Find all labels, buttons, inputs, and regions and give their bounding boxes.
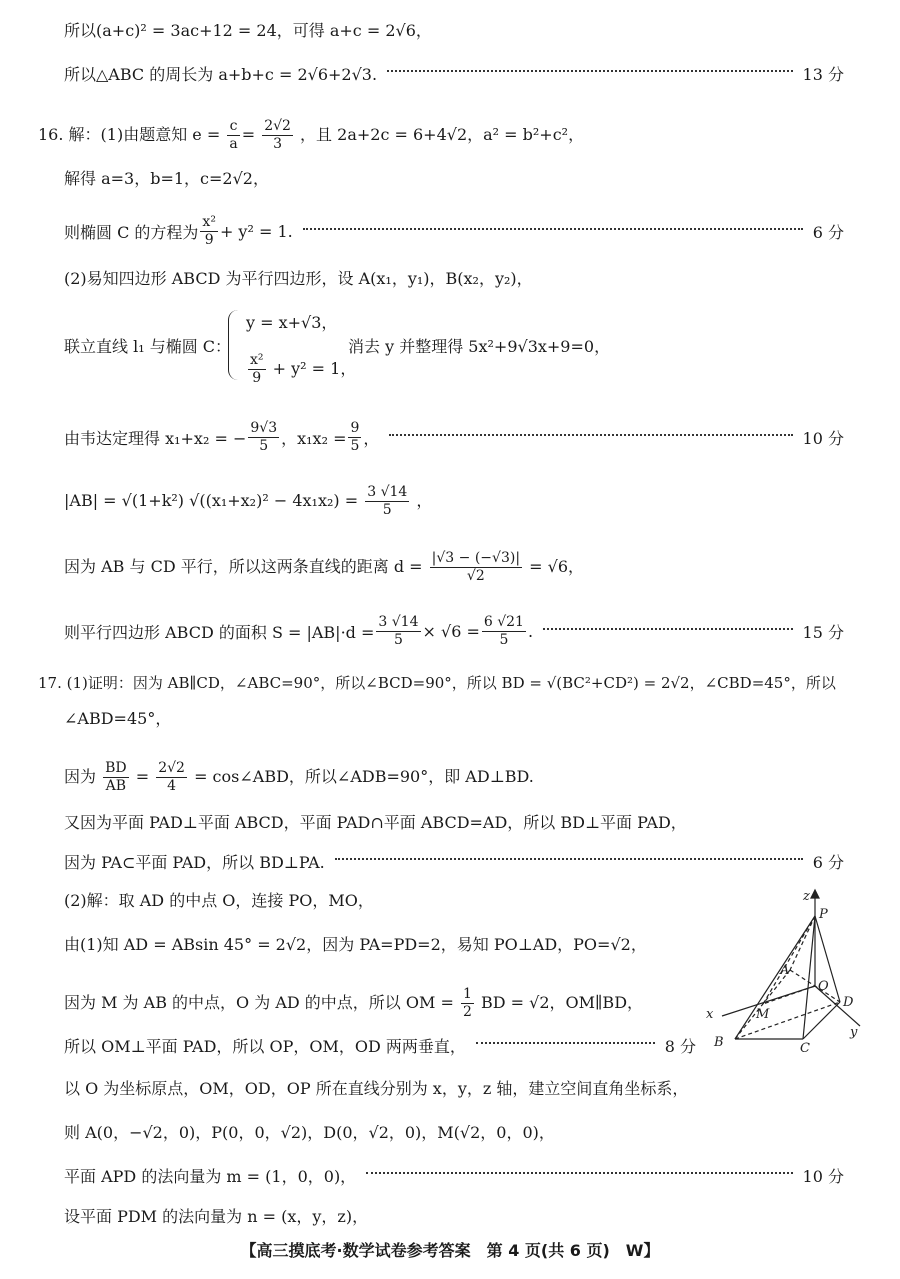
fraction [376, 614, 420, 649]
denominator: AB [105, 778, 127, 794]
score-label: 15 分 [802, 623, 844, 642]
denominator: 3 [273, 136, 283, 152]
dotted-leader [387, 70, 792, 72]
solution-text: 联立直线 l₁ 与椭圆 C： [64, 337, 232, 356]
solution-text: 平面 APD 的法向量为 m = (1，0，0)， [64, 1167, 357, 1186]
dotted-leader [335, 858, 803, 860]
label-p: P [819, 907, 828, 922]
solution-text: . [527, 622, 534, 641]
numerator: 2√2 [264, 118, 291, 134]
edge-pb [735, 916, 815, 1039]
solution-line: 又因为平面 PAD⊥平面 ABCD，平面 PAD∩平面 ABCD=AD，所以 BD⊥平面 PAD， [64, 813, 687, 832]
solution-text: + y² = 1. [219, 222, 293, 241]
solution-line: 以 O 为坐标原点，OM，OD，OP 所在直线分别为 x，y，z 轴，建立空间直角坐标系， [64, 1079, 689, 1098]
score-line [64, 1034, 696, 1057]
fraction [248, 352, 266, 387]
dotted-leader [476, 1042, 655, 1044]
solution-text: 因为 M 为 AB 的中点，O 为 AD 的中点，所以 OM = [64, 993, 454, 1012]
solution-line: 由(1)知 AD = ABsin 45° = 2√2，因为 PA=PD=2，易知 PO⊥AD，PO=√2， [64, 935, 647, 954]
fraction [227, 118, 239, 153]
dotted-leader [389, 434, 792, 436]
denominator: 9 [204, 232, 214, 248]
solution-text: ， [416, 491, 433, 510]
edge-pa [790, 916, 815, 970]
label-d: D [843, 995, 854, 1010]
fraction [430, 550, 522, 585]
solution-text: 所以 OM⊥平面 PAD，所以 OP，OM，OD 两两垂直， [64, 1037, 466, 1056]
pyramid-figure [700, 886, 870, 1056]
solution-line: 解得 a=3，b=1，c=2√2， [64, 169, 269, 188]
solution-line: ∠ABD=45°， [64, 709, 172, 728]
score-label: 13 分 [802, 65, 844, 84]
z-arrow [811, 890, 819, 898]
score-line [64, 62, 844, 85]
solution-text: 则椭圆 C 的方程为 [64, 223, 199, 242]
numerator: 1 [462, 986, 472, 1002]
denominator: 5 [393, 632, 403, 648]
fraction [365, 484, 409, 519]
fraction [348, 420, 361, 455]
solution-text: ， [363, 429, 380, 448]
fraction [262, 118, 293, 153]
solution-text: 所以△ABC 的周长为 a+b+c = 2√6+2√3. [64, 65, 378, 84]
denominator: 4 [167, 778, 177, 794]
solution-line: 所以(a+c)² = 3ac+12 = 24，可得 a+c = 2√6， [64, 21, 432, 40]
numerator: |√3 − (−√3)| [431, 550, 521, 566]
solution-text: = cos∠ABD，所以∠ADB=90°，即 AD⊥BD. [194, 767, 534, 786]
label-x: x [706, 1007, 714, 1022]
label-m: M [756, 1007, 770, 1022]
label-b: B [714, 1035, 724, 1050]
denominator: 5 [499, 632, 509, 648]
solution-text: = √6， [529, 557, 584, 576]
label-a: A [780, 963, 790, 978]
problem-17-line: 17. (1)证明：因为 AB∥CD，∠ABC=90°，所以∠BCD=90°，所以 BD = √(BC²+CD²) = 2√2，∠CBD=45°，所以 [38, 674, 836, 692]
score-label: 6 分 [812, 223, 844, 242]
solution-text: ，且 2a+2c = 6+4√2，a² = b²+c²， [300, 125, 585, 144]
problem-16-line: 16. 解：(1)由题意知 e = $\frac{c}{a}$ = $\frac{2√2}{3}$ ，且 2a+2c = 6+4√2，a² = b²+c²， [38, 118, 585, 152]
page-footer: 【高三摸底考·数学试卷参考答案 第 4 页(共 6 页) W】 [240, 1241, 660, 1260]
dotted-leader [543, 628, 793, 630]
solution-line [64, 550, 900, 585]
solution-line [64, 484, 900, 519]
solution-text: 则平行四边形 ABCD 的面积 S = |AB|·d = [64, 623, 375, 642]
solution-text: BD = √2，OM∥BD， [481, 993, 644, 1012]
denominator: √2 [466, 568, 485, 584]
solution-text: ，x₁x₂ = [281, 429, 347, 448]
score-label: 10 分 [802, 429, 844, 448]
numerator: c [227, 118, 239, 136]
numerator: 3 √14 [378, 614, 419, 630]
fraction [156, 760, 187, 795]
solution-text: 16. 解：(1)由题意知 e = [38, 125, 221, 144]
solution-text: 因为 AB 与 CD 平行，所以这两条直线的距离 d = [64, 557, 423, 576]
equation-1: y = x+√3， [246, 313, 338, 332]
solution-text: = [135, 767, 150, 786]
dotted-leader [303, 228, 803, 230]
solution-text: + y² = 1， [272, 359, 357, 378]
numerator: x² [250, 352, 264, 368]
numerator: 3 √14 [367, 484, 408, 500]
fraction [461, 986, 474, 1021]
solution-line: (2)解：取 AD 的中点 O，连接 PO，MO， [64, 891, 374, 910]
score-label: 8 分 [664, 1037, 696, 1056]
denominator: a [229, 136, 238, 152]
label-o: O [818, 979, 829, 994]
solution-line: 设平面 PDM 的法向量为 n = (x，y，z)， [64, 1207, 369, 1226]
brace [228, 310, 243, 380]
label-c: C [800, 1041, 810, 1056]
numerator: 9 [350, 420, 360, 436]
fraction [200, 214, 218, 249]
dotted-leader [366, 1172, 792, 1174]
score-line [64, 1164, 844, 1187]
solution-text: |AB| = √(1+k²) √((x₁+x₂)² − 4x₁x₂) = [64, 491, 359, 510]
score-label: 6 分 [812, 853, 844, 872]
solution-text: 因为 [64, 767, 97, 786]
solution-text: 由韦达定理得 x₁+x₂ = − [64, 429, 247, 448]
numerator: 2√2 [158, 760, 185, 776]
solution-line [64, 760, 900, 795]
denominator: 9 [252, 370, 262, 386]
numerator: x² [202, 214, 216, 230]
edge-pc [803, 916, 815, 1039]
score-line [64, 214, 844, 249]
fraction [482, 614, 526, 649]
edge-bd [735, 1002, 840, 1039]
score-line [64, 614, 844, 649]
fraction [103, 760, 129, 795]
score-line [64, 850, 844, 873]
numerator: 6 √21 [483, 614, 524, 630]
solution-line: 则 A(0，−√2，0)，P(0，0，√2)，D(0，√2，0)，M(√2，0，0)， [64, 1123, 555, 1142]
edge-cd [803, 1002, 840, 1039]
denominator: 2 [462, 1004, 472, 1020]
score-line [64, 420, 844, 455]
solution-text: 因为 PA⊂平面 PAD，所以 BD⊥PA. [64, 853, 325, 872]
numerator: 9√3 [250, 420, 278, 436]
solution-line: (2)易知四边形 ABCD 为平行四边形，设 A(x₁，y₁)，B(x₂，y₂)， [64, 269, 533, 288]
edge-ba [735, 970, 790, 1039]
solution-text: × √6 = [422, 622, 480, 641]
label-y: y [850, 1025, 858, 1040]
denominator: 5 [382, 502, 392, 518]
numerator: BD [105, 760, 127, 776]
denominator: 5 [259, 438, 269, 454]
label-z: z [803, 889, 810, 904]
fraction [248, 420, 279, 455]
solution-line: 消去 y 并整理得 5x²+9√3x+9=0， [348, 337, 611, 356]
denominator: 5 [350, 438, 360, 454]
score-label: 10 分 [802, 1167, 844, 1186]
